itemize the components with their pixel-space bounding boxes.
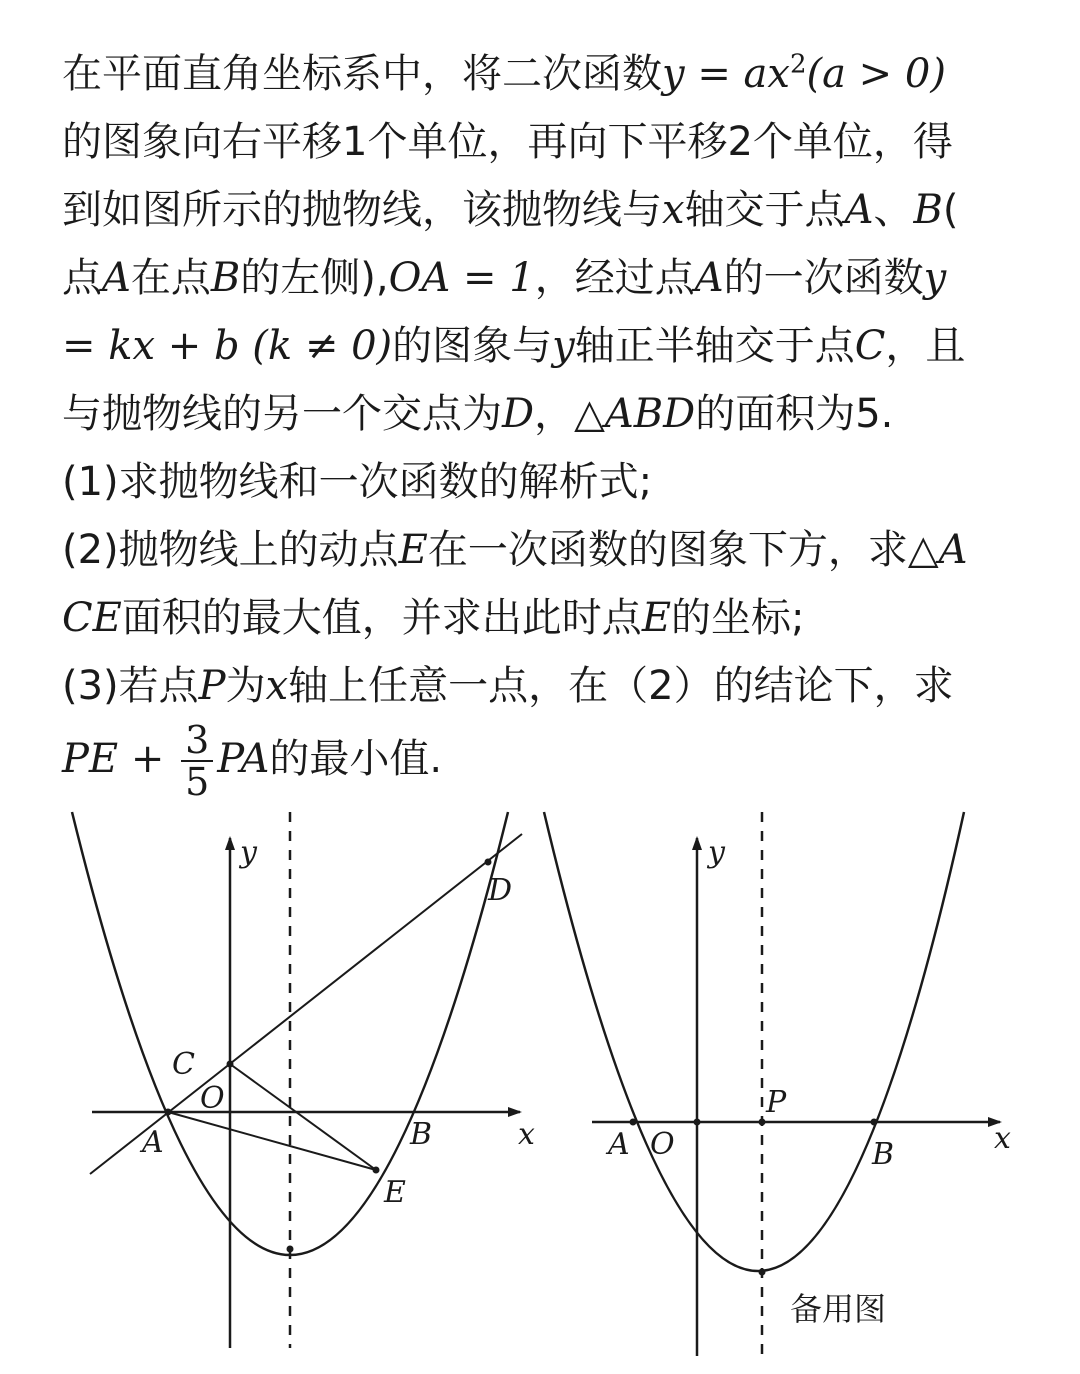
text-run: 的最小值. xyxy=(269,736,443,782)
fraction-denominator: 5 xyxy=(185,760,210,804)
fraction-numerator: 3 xyxy=(181,720,213,762)
line-AD xyxy=(90,834,522,1174)
segment-CE xyxy=(230,1064,376,1170)
text-run: 的一次函数 xyxy=(723,255,924,301)
label-O: O xyxy=(200,1081,225,1116)
label-B: B xyxy=(410,1117,433,1152)
text-run: 到如图所示的抛物线，该抛物线与 xyxy=(62,187,662,233)
math-run: P xyxy=(198,663,226,709)
label-B-2: B xyxy=(872,1137,895,1172)
math-run: A xyxy=(102,255,131,301)
text-run: 点 xyxy=(62,255,102,301)
label-A: A xyxy=(142,1125,164,1160)
text-run: (1)求抛物线和一次函数的解析式; xyxy=(62,459,653,505)
text-run: 的图象与 xyxy=(392,323,553,369)
text-run: 在平面直角坐标系中，将二次函数 xyxy=(62,51,662,97)
math-run: y = ax xyxy=(662,51,790,97)
spare-figure-caption: 备用图 xyxy=(790,1290,887,1328)
math-run: C xyxy=(854,323,886,369)
point-O-2 xyxy=(694,1119,701,1126)
math-run: B xyxy=(913,187,943,233)
text-run: (3)若点 xyxy=(62,663,199,709)
text-run: ( xyxy=(942,187,959,233)
math-run: A xyxy=(844,187,874,233)
label-y-2: y xyxy=(708,835,725,870)
math-run: E xyxy=(398,527,428,573)
problem-line xyxy=(62,652,1022,720)
text-run: ，且 xyxy=(885,323,966,369)
label-x-2: x xyxy=(994,1121,1011,1156)
label-O-2: O xyxy=(650,1127,675,1162)
text-run: (2)抛物线上的动点 xyxy=(62,527,399,573)
label-D: D xyxy=(488,873,513,908)
text-run: 与抛物线的另一个交点为 xyxy=(62,391,502,437)
spare-figure xyxy=(544,812,1000,1356)
math-symbol: △ xyxy=(907,527,939,573)
problem-line xyxy=(62,108,1022,176)
label-A-2: A xyxy=(608,1127,630,1162)
point-A xyxy=(165,1109,172,1116)
text-run: 的左侧), xyxy=(240,255,389,301)
math-run: ABD xyxy=(604,391,696,437)
fraction xyxy=(181,720,213,802)
label-y: y xyxy=(240,835,257,870)
point-D xyxy=(485,859,492,866)
problem-line xyxy=(62,448,1022,516)
label-x: x xyxy=(518,1117,535,1152)
math-run: x xyxy=(265,663,289,709)
math-run: y xyxy=(552,323,575,369)
point-B-2 xyxy=(871,1119,878,1126)
segment-AE xyxy=(168,1112,376,1170)
point-vertex-2 xyxy=(759,1269,766,1276)
text-run: 的图象向右平移1个单位，再向下平移2个单位，得 xyxy=(62,119,953,165)
text-run: 轴交于点 xyxy=(684,187,845,233)
math-run: D xyxy=(502,391,535,437)
problem-line xyxy=(62,380,1022,448)
math-run: = kx + b (k ≠ 0) xyxy=(62,323,393,369)
text-run: 的面积为5. xyxy=(695,391,894,437)
math-run: A xyxy=(694,255,724,301)
main-figure xyxy=(72,812,522,1348)
text-run: 、 xyxy=(873,187,914,233)
label-C: C xyxy=(172,1047,195,1082)
problem-line xyxy=(62,516,1022,584)
text-run: 轴上任意一点，在（2）的结论下，求 xyxy=(288,663,954,709)
math-run: y xyxy=(923,255,947,301)
text-run: 面积的最大值，并求出此时点 xyxy=(121,595,642,641)
math-run: x xyxy=(662,187,685,233)
point-A-2 xyxy=(630,1119,637,1126)
problem-line xyxy=(62,312,1022,380)
text-run: 轴正半轴交于点 xyxy=(574,323,855,369)
math-symbol: △ xyxy=(574,391,605,437)
math-run: PE + xyxy=(62,736,178,782)
problem-line xyxy=(62,718,1022,804)
label-E: E xyxy=(384,1175,406,1210)
text-run: ， xyxy=(534,391,575,437)
superscript: 2 xyxy=(789,49,807,80)
text-run: 为 xyxy=(225,663,266,709)
label-P: P xyxy=(766,1085,787,1120)
math-run: B xyxy=(210,255,241,301)
text-run: ，经过点 xyxy=(534,255,695,301)
point-E xyxy=(373,1167,380,1174)
problem-line xyxy=(62,40,1022,108)
problem-text xyxy=(62,40,1022,804)
math-run: (a > 0) xyxy=(806,51,946,97)
text-run: 在点 xyxy=(130,255,211,301)
point-C xyxy=(227,1061,234,1068)
point-P xyxy=(759,1119,766,1126)
math-run: CE xyxy=(62,595,122,641)
figure-area xyxy=(0,808,1080,1374)
point-vertex xyxy=(287,1246,294,1253)
math-run: PA xyxy=(217,736,270,782)
math-run: E xyxy=(641,595,672,641)
problem-line xyxy=(62,176,1022,244)
main-points xyxy=(165,859,492,1253)
text-run: 的坐标; xyxy=(671,595,805,641)
text-run: 在一次函数的图象下方，求 xyxy=(427,527,908,573)
parabola-curve-2 xyxy=(544,812,964,1271)
math-run: A xyxy=(938,527,968,573)
math-run: OA = 1 xyxy=(388,255,535,301)
problem-line xyxy=(62,584,1022,652)
problem-line xyxy=(62,244,1022,312)
